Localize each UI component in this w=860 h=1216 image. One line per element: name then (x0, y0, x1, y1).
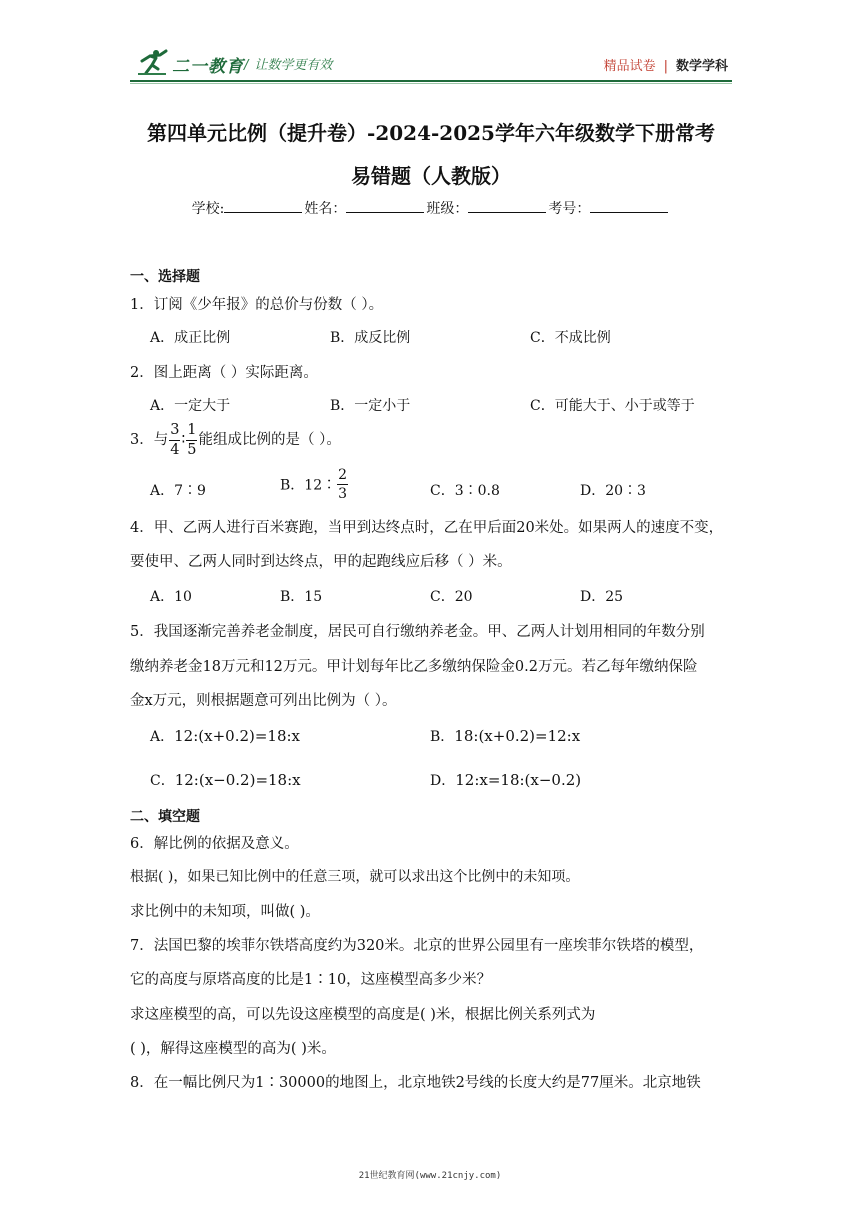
q2-option-b: B．一定小于 (330, 398, 411, 414)
q3-f2-numerator: 1 (186, 423, 197, 441)
name-label: 姓名： (304, 201, 347, 217)
section-title-fill: 二、填空题 (130, 809, 200, 825)
question-7-line-1: 7．法国巴黎的埃菲尔铁塔高度约为320米。北京的世界公园里有一座埃菲尔铁塔的模型， (130, 938, 704, 954)
school-label: 学校: (191, 201, 225, 217)
q4-option-b: B．15 (280, 589, 323, 605)
q1-option-b: B．成反比例 (330, 330, 411, 346)
question-6-line-2: 根据( )，如果已知比例中的任意三项，就可以求出这个比例中的未知项。 (130, 869, 580, 885)
question-6-line-3: 求比例中的未知项，叫做( )。 (130, 904, 320, 920)
q5-option-a-formula: 12:(x+0.2)=18:x (174, 727, 301, 745)
question-1: 1．订阅《少年报》的总价与份数（ ）。 (130, 297, 384, 313)
title-line-2: 易错题（人教版） (351, 164, 511, 188)
slogan-text: 让数学更有效 (254, 58, 333, 73)
header-label-subject: 数学学科 (675, 59, 728, 74)
q3-option-b (280, 468, 349, 501)
q5-option-d-formula: 12:x=18:(x−0.2) (455, 771, 582, 789)
logo-runner-icon (136, 47, 170, 77)
slogan-separator: / (244, 58, 249, 73)
q2-option-c: C．可能大于、小于或等于 (530, 398, 695, 414)
q3-option-a: A．7∶9 (150, 483, 206, 499)
question-4-line-2: 要使甲、乙两人同时到达终点，甲的起跑线应后移（ ）米。 (130, 554, 512, 570)
question-3 (130, 423, 341, 457)
class-blank[interactable] (468, 198, 546, 213)
q5-option-a-label: A． (150, 729, 175, 745)
question-6-line-1: 6．解比例的依据及意义。 (130, 836, 299, 852)
question-7-line-2: 它的高度与原塔高度的比是1∶10，这座模型高多少米？ (130, 972, 492, 988)
question-8-line-1: 8．在一幅比例尺为1∶30000的地图上，北京地铁2号线的长度大约是77厘米。北京地铁 (130, 1075, 701, 1091)
section-title-choice: 一、选择题 (130, 269, 200, 285)
q3-colon: ∶ (181, 432, 186, 448)
q3-fraction-1 (169, 423, 180, 457)
q5-option-a (150, 726, 300, 746)
question-7-line-4: ( )，解得这座模型的高为( )米。 (130, 1041, 336, 1057)
slogan (244, 54, 332, 73)
q3-option-b-fraction (337, 468, 348, 501)
logo-text: 二一教育 (172, 57, 244, 77)
q3-suffix: 能组成比例的是（ ）。 (198, 432, 341, 448)
q3-f2-denominator: 5 (187, 441, 197, 458)
header-label-quality: 精品试卷 (603, 59, 656, 74)
q3-optb-numerator: 2 (338, 467, 348, 483)
q5-option-c-formula: 12:(x−0.2)=18:x (174, 771, 301, 789)
q1-option-a: A．成正比例 (150, 330, 231, 346)
header-labels (604, 55, 728, 74)
q3-f1-denominator: 4 (170, 441, 180, 458)
q4-option-d: D．25 (580, 589, 624, 605)
q3-option-d: D．20∶3 (580, 483, 646, 499)
header-divider-thin (130, 83, 732, 84)
q4-option-c: C．20 (430, 589, 473, 605)
q5-option-d (430, 770, 581, 790)
q3-option-c: C．3∶0.8 (430, 483, 500, 499)
q1-option-c: C．不成比例 (530, 330, 611, 346)
q5-option-c (150, 770, 301, 790)
question-5-line-3: 金x万元，则根据题意可列出比例为（ ）。 (130, 693, 397, 709)
q5-option-b-formula: 18:(x+0.2)=12:x (454, 727, 581, 745)
footer-source: 21世纪教育网(www.21cnjy.com) (358, 1171, 502, 1181)
q3-option-b-prefix: B．12∶ (280, 477, 337, 494)
q5-option-d-label: D． (430, 773, 456, 789)
q3-prefix: 3．与 (130, 432, 169, 448)
q5-option-b-label: B． (430, 729, 455, 745)
question-5-line-2: 缴纳养老金18万元和12万元。甲计划每年比乙多缴纳保险金0.2万元。若乙每年缴纳保险 (130, 659, 698, 675)
class-label: 班级： (426, 201, 469, 217)
q3-f1-numerator: 3 (169, 423, 180, 441)
student-info-line (130, 198, 732, 218)
q3-optb-denominator: 3 (338, 486, 348, 502)
question-7-line-3: 求这座模型的高，可以先设这座模型的高度是( )米，根据比例关系列式为 (130, 1007, 596, 1023)
question-4-line-1: 4．甲、乙两人进行百米赛跑，当甲到达终点时，乙在甲后面20米处。如果两人的速度不变， (130, 520, 724, 536)
title-line-1: 第四单元比例（提升卷）-2024-2025学年六年级数学下册常考 (147, 121, 715, 145)
q5-option-b (430, 726, 580, 746)
q5-option-c-label: C． (150, 773, 175, 789)
exam-no-label: 考号： (548, 201, 591, 217)
q2-option-a: A．一定大于 (150, 398, 231, 414)
header-divider (130, 80, 732, 82)
question-2: 2．图上距离（ ）实际距离。 (130, 365, 318, 381)
q3-fraction-2 (186, 423, 197, 457)
exam-no-blank[interactable] (590, 198, 668, 213)
q4-option-a: A．10 (150, 589, 192, 605)
header-separator: | (663, 59, 668, 74)
school-blank[interactable] (224, 198, 302, 213)
name-blank[interactable] (346, 198, 424, 213)
question-5-line-1: 5．我国逐渐完善养老金制度，居民可自行缴纳养老金。甲、乙两人计划用相同的年数分别 (130, 624, 705, 640)
